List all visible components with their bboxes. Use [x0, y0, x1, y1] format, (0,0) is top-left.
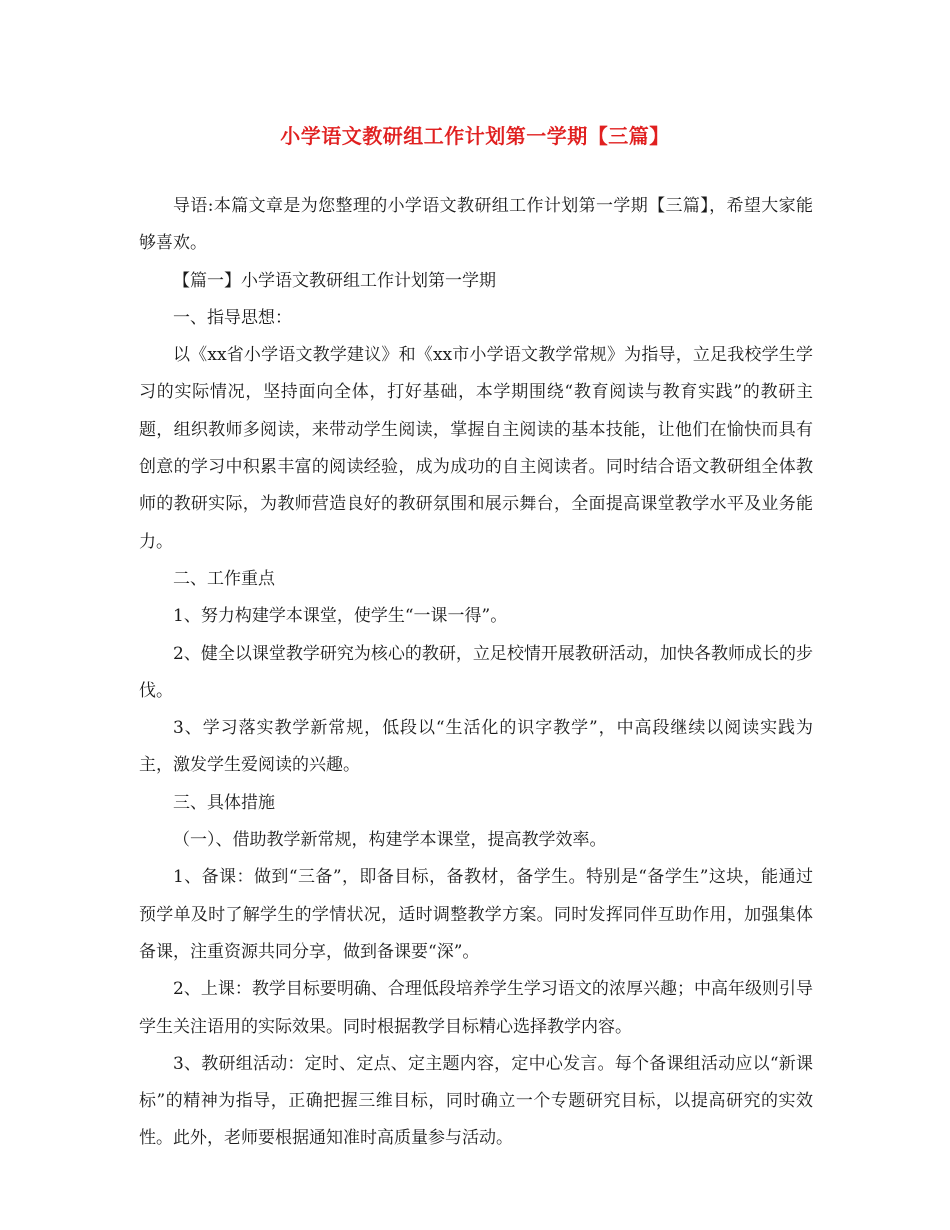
measures-subheading-1: （一）、借助教学新常规，构建学本课堂，提高教学效率。 — [173, 830, 607, 851]
paragraph-guiding-ideology: 以《xx省小学语文教学建议》和《xx市小学语文教学常规》为指导，立足我校学生学习的实际情况，坚持面向全体，打好基础，本学期围绕“教育阅读与教育实践”的教研主题，组织教师多阅读，来带动学生阅读，掌握自主阅读的基本技能，让他们在愉快而具有创意的学习中积累丰富的阅读经验，成为成功的自主阅读者。同时结合语文教研组全体教师的教研实际，为教师营造良好的教研氛围和展示舞台，全面提高课堂教学水平及业务能力。 — [139, 345, 813, 552]
work-focus-item-2: 2、健全以课堂教学研究为核心的教研，立足校情开展教研活动，加快各教师成长的步伐。 — [139, 643, 813, 701]
section-heading-part-one: 【篇一】小学语文教研组工作计划第一学期 — [173, 270, 496, 291]
work-focus-item-3: 3、学习落实教学新常规，低段以“生活化的识字教学”，中高段继续以阅读实践为主，激发学生爱阅读的兴趣。 — [139, 718, 813, 776]
heading-work-focus: 二、工作重点 — [173, 568, 275, 589]
measures-item-1: 1、备课：做到“三备”，即备目标，备教材，备学生。特别是“备学生”这块，能通过预学单及时了解学生的学情状况，适时调整教学方案。同时发挥同伴互助作用，加强集体备课，注重资源共同分享，做到备课要“深”。 — [139, 867, 813, 962]
document-title: 小学语文教研组工作计划第一学期【三篇】 — [280, 124, 670, 148]
heading-specific-measures: 三、具体措施 — [173, 792, 275, 813]
intro-paragraph: 导语:本篇文章是为您整理的小学语文教研组工作计划第一学期【三篇】，希望大家能够喜欢。 — [139, 196, 813, 254]
work-focus-item-1: 1、努力构建学本课堂，使学生“一课一得”。 — [173, 606, 508, 627]
heading-guiding-ideology: 一、指导思想： — [173, 307, 292, 328]
document-body — [139, 188, 813, 1158]
measures-item-3: 3、教研组活动：定时、定点、定主题内容，定中心发言。每个备课组活动应以“新课标”的精神为指导，正确把握三维目标，同时确立一个专题研究目标，以提高研究的实效性。此外，老师要根据通知准时高质量参与活动。 — [139, 1053, 813, 1149]
measures-item-2: 2、上课：教学目标要明确、合理低段培养学生学习语文的浓厚兴趣；中高年级则引导学生关注语用的实际效果。同时根据教学目标精心选择教学内容。 — [139, 979, 813, 1037]
